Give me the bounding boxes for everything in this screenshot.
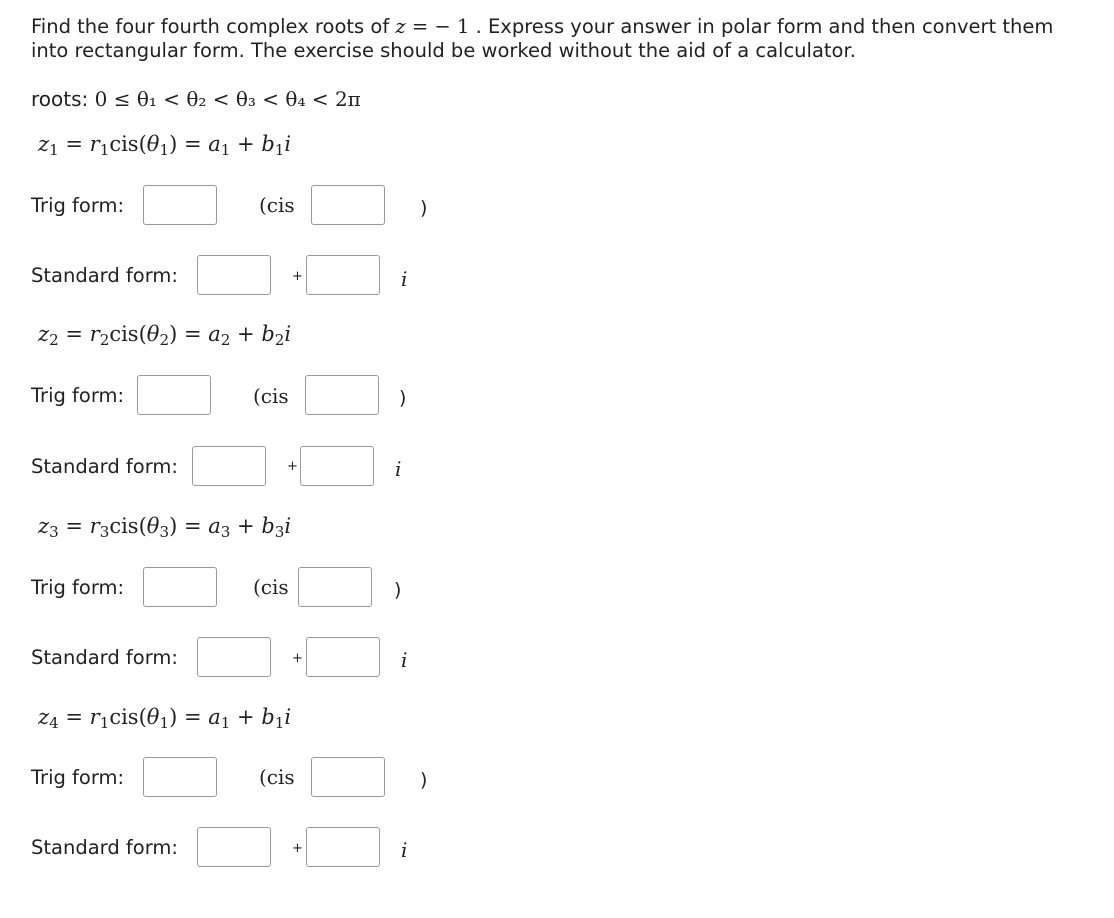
root-4-standard-label: Standard form: (31, 836, 178, 859)
root-2-plus: + (287, 459, 298, 474)
root-2-trig-theta-input[interactable] (305, 375, 379, 415)
roots-label: roots: (31, 87, 95, 111)
root-1-trig-r-input[interactable] (143, 185, 217, 225)
root-3-trig-theta-input[interactable] (298, 567, 372, 607)
prompt-text-pre: Find the four fourth complex roots of (31, 15, 396, 38)
root-1-imag-unit: i (401, 267, 408, 291)
root-1-plus: + (292, 269, 303, 284)
root-4-plus: + (292, 841, 303, 856)
root-2-cis-label: (cis (253, 384, 289, 408)
root-4-std-b-input[interactable] (306, 827, 380, 867)
root-4-close-paren: ) (420, 769, 428, 791)
root-3-plus: + (292, 651, 303, 666)
root-2-std-b-input[interactable] (300, 446, 374, 486)
root-3-standard-label: Standard form: (31, 646, 178, 669)
root-2-std-a-input[interactable] (192, 446, 266, 486)
root-3-std-a-input[interactable] (197, 637, 271, 677)
root-2-trig-label: Trig form: (31, 384, 125, 407)
root-2-equation: $z_2 = r_2cis(\theta_2) = a_2 + b_2i$ (38, 322, 292, 349)
root-3-trig-label: Trig form: (31, 576, 125, 599)
root-1-close-paren: ) (420, 197, 428, 219)
root-1-standard-label: Standard form: (31, 264, 178, 287)
root-3-close-paren: ) (394, 579, 402, 601)
root-3-equation: $z_3 = r_3cis(\theta_3) = a_3 + b_3i$ (38, 514, 292, 541)
prompt-text-post: . Express your answer in polar form and then convert them into rectangular form. The exercise should be worked without the aid of a calculator. (31, 15, 1054, 62)
root-1-std-b-input[interactable] (306, 255, 380, 295)
root-4-equation: $z_4 = r_1cis(\theta_1) = a_1 + b_1i$ (38, 705, 292, 732)
root-1-trig-label: Trig form: (31, 194, 125, 217)
prompt-eq: = (405, 15, 435, 38)
root-3-trig-r-input[interactable] (143, 567, 217, 607)
root-1-trig-theta-input[interactable] (311, 185, 385, 225)
root-4-trig-r-input[interactable] (143, 757, 217, 797)
root-3-cis-label: (cis (253, 575, 289, 599)
problem-statement (31, 15, 1091, 63)
root-1-equation: $z_1 = r_1cis(\theta_1) = a_1 + b_1i$ (38, 132, 292, 159)
root-4-cis-label: (cis (259, 765, 295, 789)
root-3-imag-unit: i (401, 648, 408, 672)
root-1-cis-label: (cis (259, 193, 295, 217)
root-2-imag-unit: i (395, 457, 402, 481)
root-4-trig-label: Trig form: (31, 766, 125, 789)
root-2-standard-label: Standard form: (31, 455, 178, 478)
prompt-value: − 1 (434, 15, 470, 38)
prompt-var: z (395, 15, 406, 38)
root-2-trig-r-input[interactable] (137, 375, 211, 415)
root-4-trig-theta-input[interactable] (311, 757, 385, 797)
root-4-std-a-input[interactable] (197, 827, 271, 867)
root-3-std-b-input[interactable] (306, 637, 380, 677)
root-4-imag-unit: i (401, 838, 408, 862)
roots-ordering (31, 86, 361, 112)
root-1-std-a-input[interactable] (197, 255, 271, 295)
roots-expression: 0 ≤ θ₁ < θ₂ < θ₃ < θ₄ < 2π (94, 87, 361, 111)
root-2-close-paren: ) (399, 387, 407, 409)
